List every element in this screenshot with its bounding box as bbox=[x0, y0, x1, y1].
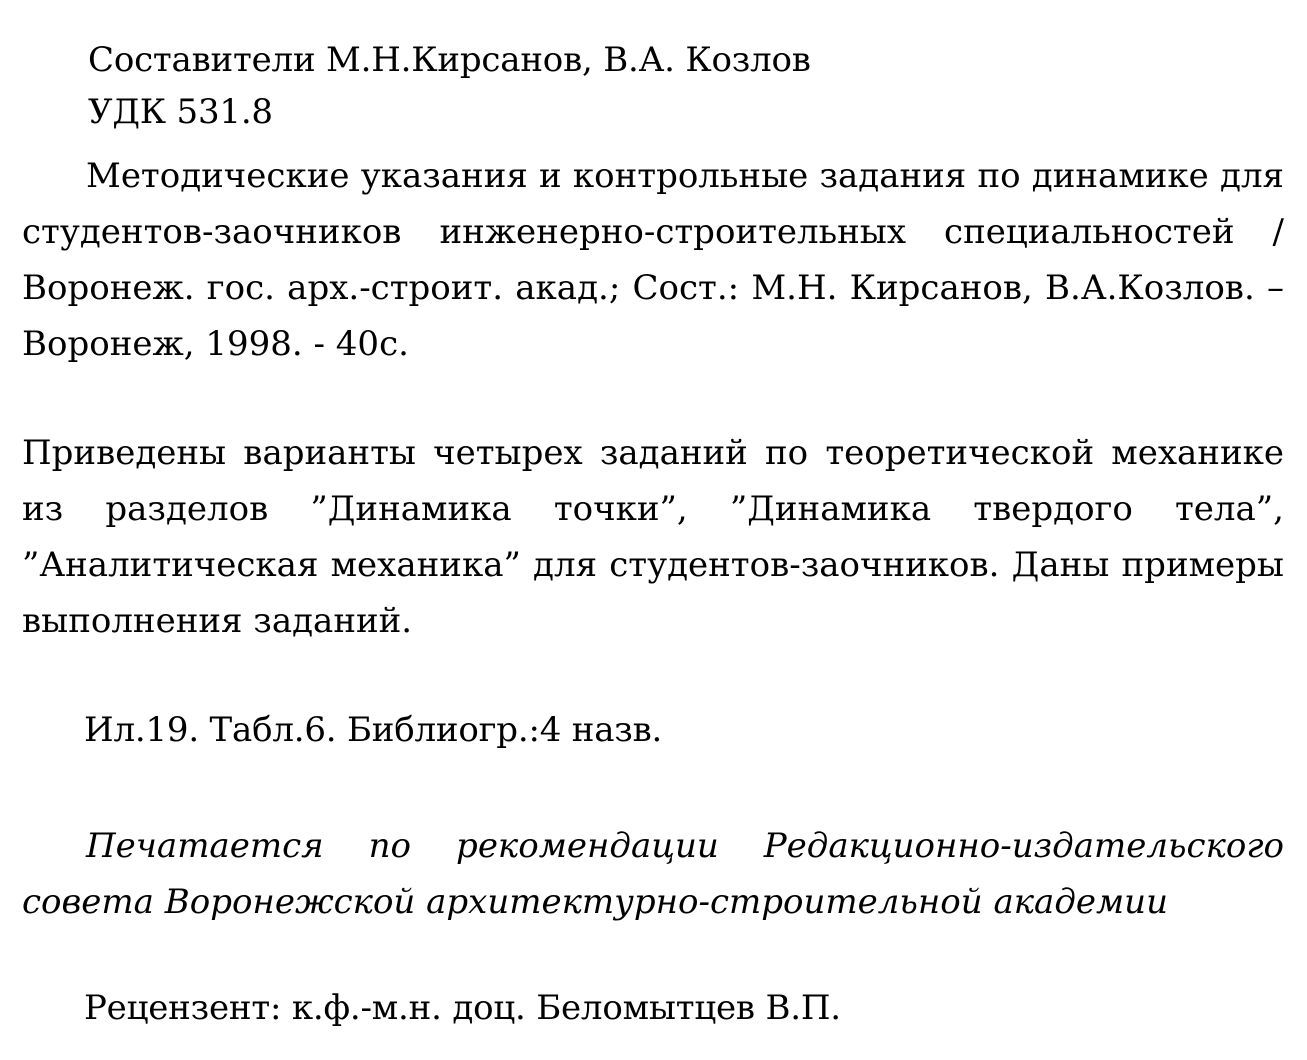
abstract-paragraph: Приведены варианты четырех заданий по теоретической механике из разделов ”Динамика точки”, ”Динамика твердого тела”, ”Аналитическая механика” для студентов-заочников. Даны примеры выполнения заданий. bbox=[22, 433, 1284, 641]
reviewer-line: Рецензент: к.ф.-м.н. доц. Беломытцев В.П. bbox=[84, 988, 841, 1028]
bibliographic-record: Методические указания и контрольные задания по динамике для студентов-заочников инженерно-строительных специальностей / Воронеж. гос. арх.-строит. акад.; Сост.: М.Н. Кирсанов, В.А.Козлов. – Воронеж, 1998. - 40с. bbox=[22, 156, 1284, 364]
compilers-line: Составители М.Н.Кирсанов, В.А. Козлов bbox=[88, 40, 811, 80]
publication-note: Печатается по рекомендации Редакционно-издательского совета Воронежской архитектурно-строительной академии bbox=[22, 826, 1284, 922]
udc-line: УДК 531.8 bbox=[88, 92, 273, 132]
illustrations-info: Ил.19. Табл.6. Библиогр.:4 назв. bbox=[84, 710, 663, 750]
